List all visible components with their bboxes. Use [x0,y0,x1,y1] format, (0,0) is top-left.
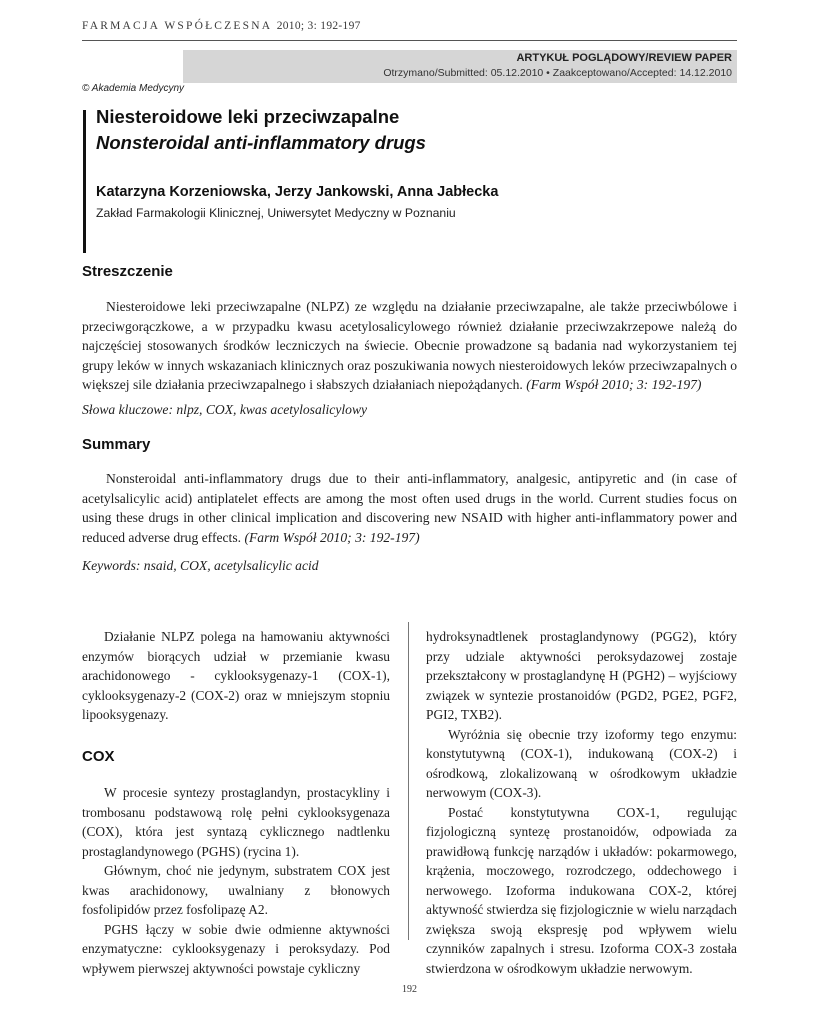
affiliation: Zakład Farmakologii Klinicznej, Uniwersytet Medyczny w Poznaniu [96,206,456,220]
title-english: Nonsteroidal anti-inflammatory drugs [96,132,426,153]
abstract-en-body: Nonsteroidal anti-inflammatory drugs due to their anti-inflammatory, analgesic, antipyretic and (in case of acetylsalicylic acid) antiplatelet effects are among the most often used drugs in the world. Current studies focus on using these drugs in other clinical implication and discovering new NSAID with higher anti-inflammatory power and reduced adverse drug effects. [82,471,737,545]
body-left-p3: PGHS łączy w sobie dwie odmienne aktywności enzymatyczne: cyklooksygenazy i peroksydazy. Pod wpływem pierwszej aktywności powstaje cykliczny [82,921,390,976]
body-right-p3: Postać konstytutywna COX-1, regulując fizjologiczną syntezę prostanoidów, odpowiada za prawidłową funkcję narządów i układów: pokarmowego, krążenia, moczowego, rozrodczego, oddechowego i nerwowego. Izoforma indukowana COX-2, której aktywność stwierdza się fizjologicznie w wielu narządach zwiększa swoją ekspresję pod wpływem wielu czynników zapalnych i stresu. Izoforma COX-3 została stwierdzona w ośrodkowym układzie nerwowym. [426,804,737,976]
journal-name: FARMACJA WSPÓŁCZESNA [82,20,272,32]
journal-header [82,20,361,32]
abstract-en-citation: (Farm Współ 2010; 3: 192-197) [244,529,420,545]
title-polish: Niesteroidowe leki przeciwzapalne [96,106,400,127]
article-info-box [183,50,737,83]
abstract-en-text [82,469,737,547]
column-divider [408,622,409,940]
header-rule [82,40,737,41]
body-right-p1: hydroksynadtlenek prostaglandynowy (PGG2), który przy udziale aktywności peroksydazowej zostaje przekształcony w prostaglandynę H (PGH2) – wyjściowy związek w syntezie prostanoidów (PGD2, PGE2, PGF2, PGI2, TXB2). [426,629,737,722]
abstract-pl-heading: Streszczenie [82,263,173,280]
cox-heading: COX [82,747,115,765]
abstract-pl-citation: (Farm Współ 2010; 3: 192-197) [526,377,702,392]
keywords-en: Keywords: nsaid, COX, acetylsalicylic acid [82,558,319,573]
journal-volume: 2010; 3: 192-197 [276,20,361,32]
keywords-pl: Słowa kluczowe: nlpz, COX, kwas acetylosalicylowy [82,402,368,417]
abstract-pl-text [82,297,737,395]
body-right-p2: Wyróżnia się obecnie trzy izoformy tego enzymu: konstytutywną (COX-1), indukowaną (COX-2) i ośrodkową, zlokalizowaną w ośrodkowym układzie nerwowym (COX-3). [426,726,737,800]
body-intro: Działanie NLPZ polega na hamowaniu aktywności enzymów biorących udział w przemianie kwasu arachidonowego - cyklooksygenazy-1 (COX-1), cyklooksygenazy-2 (COX-2) oraz w mniejszym stopniu lipooksygenazy. [82,629,390,722]
authors: Katarzyna Korzeniowska, Jerzy Jankowski, Anna Jabłecka [96,184,499,200]
abstract-pl-body: Niesteroidowe leki przeciwzapalne (NLPZ) ze względu na działanie przeciwzapalne, ale także przeciwbólowe i przeciwgorączkowe, a w przypadku kwasu acetylosalicylowego również działanie przeciwzakrzepowe należą do najczęściej stosowanych środków leczniczych na świecie. Obecnie prowadzone są badania nad wykorzystaniem tej grupy leków w innych wskazaniach klinicznych oraz poszukiwania nowych niesteroidowych leków przeciwzapalnych o większej sile działania przeciwzapalnego i słabszych działaniach niepożądanych. [82,299,737,392]
title-accent-bar [83,110,86,253]
article-type: ARTYKUŁ POGLĄDOWY/REVIEW PAPER [516,52,732,64]
body-left-p2: Głównym, choć nie jedynym, substratem COX jest kwas arachidonowy, uwalniany z błonowych fosfolipidów przez fosfolipazę A2. [82,863,390,917]
copyright: © Akademia Medycyny [82,83,185,94]
body-left-p1: W procesie syntezy prostaglandyn, prostacykliny i trombosanu podstawową rolę pełni cyklooksygenaza (COX), która jest syntazą cyklicznego nadtlenku prostaglandynowego (PGHS) (rycina 1). [82,785,390,859]
body-right-column [426,627,737,978]
abstract-en-heading: Summary [82,436,151,453]
body-left-column [82,627,390,978]
article-dates: Otrzymano/Submitted: 05.12.2010 • Zaakceptowano/Accepted: 14.12.2010 [383,67,732,79]
page-number: 192 [402,984,417,995]
